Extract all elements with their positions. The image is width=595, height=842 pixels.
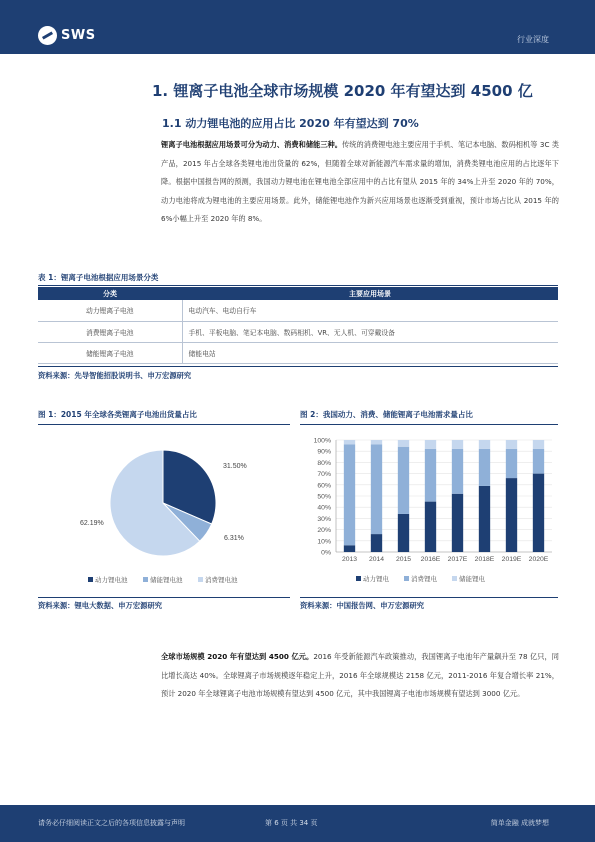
bar-segment — [425, 440, 436, 449]
table-cell: 消费锂离子电池 — [38, 321, 182, 342]
sws-logo — [38, 26, 96, 45]
x-tick-label: 2014 — [368, 556, 385, 563]
x-tick-label: 2017E — [447, 556, 468, 563]
legend-label: 动力锂电 — [363, 575, 389, 583]
bar-segment — [452, 494, 463, 552]
bar-segment — [344, 545, 355, 552]
legend-swatch — [198, 577, 203, 582]
y-tick-label: 60% — [317, 482, 331, 490]
paragraph-2-body: 2016 年受新能源汽车政策推动，我国锂离子电池年产量飙升至 78 亿只，同比增长高达 40%。全球锂离子市场规模逐年稳定上升，2016 年全球规模达 2158 亿元，2011-2016 年复合增长率 21%，预计 2020 年全球锂离子电池市场规模有望达到 4500 亿元，其中我国锂离子电池市场规模有望达到 3000 亿元。 — [161, 652, 559, 699]
pie-data-label: 6.31% — [224, 535, 244, 542]
paragraph-1 — [161, 136, 559, 229]
paragraph-2 — [161, 648, 559, 704]
y-tick-label: 80% — [317, 459, 331, 467]
table-top-rule — [38, 285, 558, 286]
legend-swatch — [356, 576, 361, 581]
table-cell: 电动汽车、电动自行车 — [182, 300, 558, 321]
figure-2-title: 图 2：我国动力、消费、储能锂离子电池需求量占比 — [300, 410, 473, 419]
bar-segment — [398, 514, 409, 552]
table-bottom-rule — [38, 366, 558, 367]
bar-segment — [371, 534, 382, 552]
table-row — [38, 321, 558, 342]
paragraph-1-body: 传统的消费锂电池主要应用于手机、笔记本电脑、数码相机等 3C 类产品，2015 年占全球各类锂电池出货量的 62%，但随着全球对新能源汽车需求量的增加，消费类锂电池应用的占比逐年下降。根据中国报告网的预测，我国动力锂电池在锂电池全部应用中的占比有望从 2015 年的 34%上升至 2020 年的 70%，动力电池将成为锂电池的主要应用场景。此外，储能锂电池作为新兴应用场景也逐渐受到重视，预计市场占比从 2015 年的 6%小幅上升至 2020 年的 8%。 — [161, 140, 559, 224]
table-cell: 动力锂离子电池 — [38, 300, 182, 321]
x-tick-label: 2013 — [341, 556, 358, 563]
table-header-row — [38, 287, 558, 300]
table-header-cell: 主要应用场景 — [182, 287, 558, 300]
legend-label: 储能锂电池 — [150, 576, 183, 584]
y-tick-label: 100% — [313, 437, 331, 445]
y-tick-label: 50% — [317, 493, 331, 501]
y-tick-label: 90% — [317, 448, 331, 456]
table-row — [38, 342, 558, 363]
figure-2-bottom-rule — [300, 597, 558, 598]
paragraph-1-lead: 锂离子电池根据应用场景可分为动力、消费和储能三种。 — [161, 140, 343, 149]
y-tick-label: 30% — [317, 515, 331, 523]
y-tick-label: 70% — [317, 471, 331, 479]
bar-segment — [533, 449, 544, 474]
pie-data-label: 31.50% — [223, 463, 247, 470]
paragraph-2-lead: 全球市场规模 2020 年有望达到 4500 亿元。 — [161, 652, 314, 661]
x-tick-label: 2019E — [501, 556, 522, 563]
bar-segment — [398, 447, 409, 514]
table-1-source: 资料来源：先导智能招股说明书、申万宏源研究 — [38, 371, 192, 380]
table-1 — [38, 287, 558, 364]
page-number: 第 6 页 共 34 页 — [265, 819, 318, 827]
x-tick-label: 2018E — [474, 556, 495, 563]
table-cell: 手机、平板电脑、笔记本电脑、数码相机、VR、无人机、可穿戴设备 — [182, 321, 558, 342]
bar-segment — [398, 440, 409, 447]
bar-segment — [425, 449, 436, 502]
table-row — [38, 300, 558, 321]
legend-swatch — [452, 576, 457, 581]
page-header — [0, 0, 595, 54]
pie-chart — [38, 425, 290, 593]
figure-1-title: 图 1：2015 年全球各类锂离子电池出货量占比 — [38, 410, 197, 419]
legend-label: 动力锂电池 — [95, 576, 128, 584]
brand-name: SWS — [61, 28, 96, 43]
legend-label: 储能锂电 — [459, 575, 485, 583]
page-footer — [0, 805, 595, 842]
bar-segment — [479, 440, 490, 449]
table-cell: 储能电站 — [182, 342, 558, 363]
x-tick-label: 2016E — [420, 556, 441, 563]
x-tick-label: 2020E — [528, 556, 549, 563]
section-label: 行业深度 — [517, 35, 549, 44]
figure-1-bottom-rule — [38, 597, 290, 598]
figure-1-source: 资料来源：锂电大数据、申万宏源研究 — [38, 601, 163, 610]
bar-segment — [452, 440, 463, 449]
bar-segment — [371, 444, 382, 534]
footer-disclaimer: 请务必仔细阅读正文之后的各项信息披露与声明 — [38, 819, 185, 827]
y-tick-label: 10% — [317, 538, 331, 546]
legend-swatch — [143, 577, 148, 582]
x-tick-label: 2015 — [395, 556, 412, 563]
bar-segment — [533, 474, 544, 552]
bar-segment — [479, 486, 490, 552]
bar-segment — [344, 440, 355, 444]
stacked-bar-chart — [300, 425, 558, 593]
table-cell: 储能锂离子电池 — [38, 342, 182, 363]
bar-segment — [506, 478, 517, 552]
table-1-title: 表 1：锂离子电池根据应用场景分类 — [38, 273, 159, 282]
bar-segment — [344, 444, 355, 545]
legend-swatch — [404, 576, 409, 581]
y-tick-label: 40% — [317, 504, 331, 512]
y-tick-label: 20% — [317, 527, 331, 535]
footer-slogan: 简单金融 成就梦想 — [490, 819, 549, 827]
bar-segment — [371, 440, 382, 444]
heading-1: 1. 锂离子电池全球市场规模 2020 年有望达到 4500 亿 — [152, 82, 533, 100]
logo-icon — [38, 26, 57, 45]
table-header-cell: 分类 — [38, 287, 182, 300]
legend-label: 消费锂电 — [411, 575, 437, 583]
bar-segment — [479, 449, 490, 486]
bar-segment — [506, 440, 517, 449]
bar-segment — [533, 440, 544, 449]
bar-segment — [506, 449, 517, 478]
legend-swatch — [88, 577, 93, 582]
figure-2-source: 资料来源：中国报告网、申万宏源研究 — [300, 601, 425, 610]
bar-segment — [425, 502, 436, 552]
bar-segment — [452, 449, 463, 494]
legend-label: 消费锂电池 — [205, 576, 238, 584]
y-tick-label: 0% — [321, 549, 331, 557]
heading-2: 1.1 动力锂电池的应用占比 2020 年有望达到 70% — [162, 117, 419, 130]
pie-data-label: 62.19% — [80, 520, 104, 527]
